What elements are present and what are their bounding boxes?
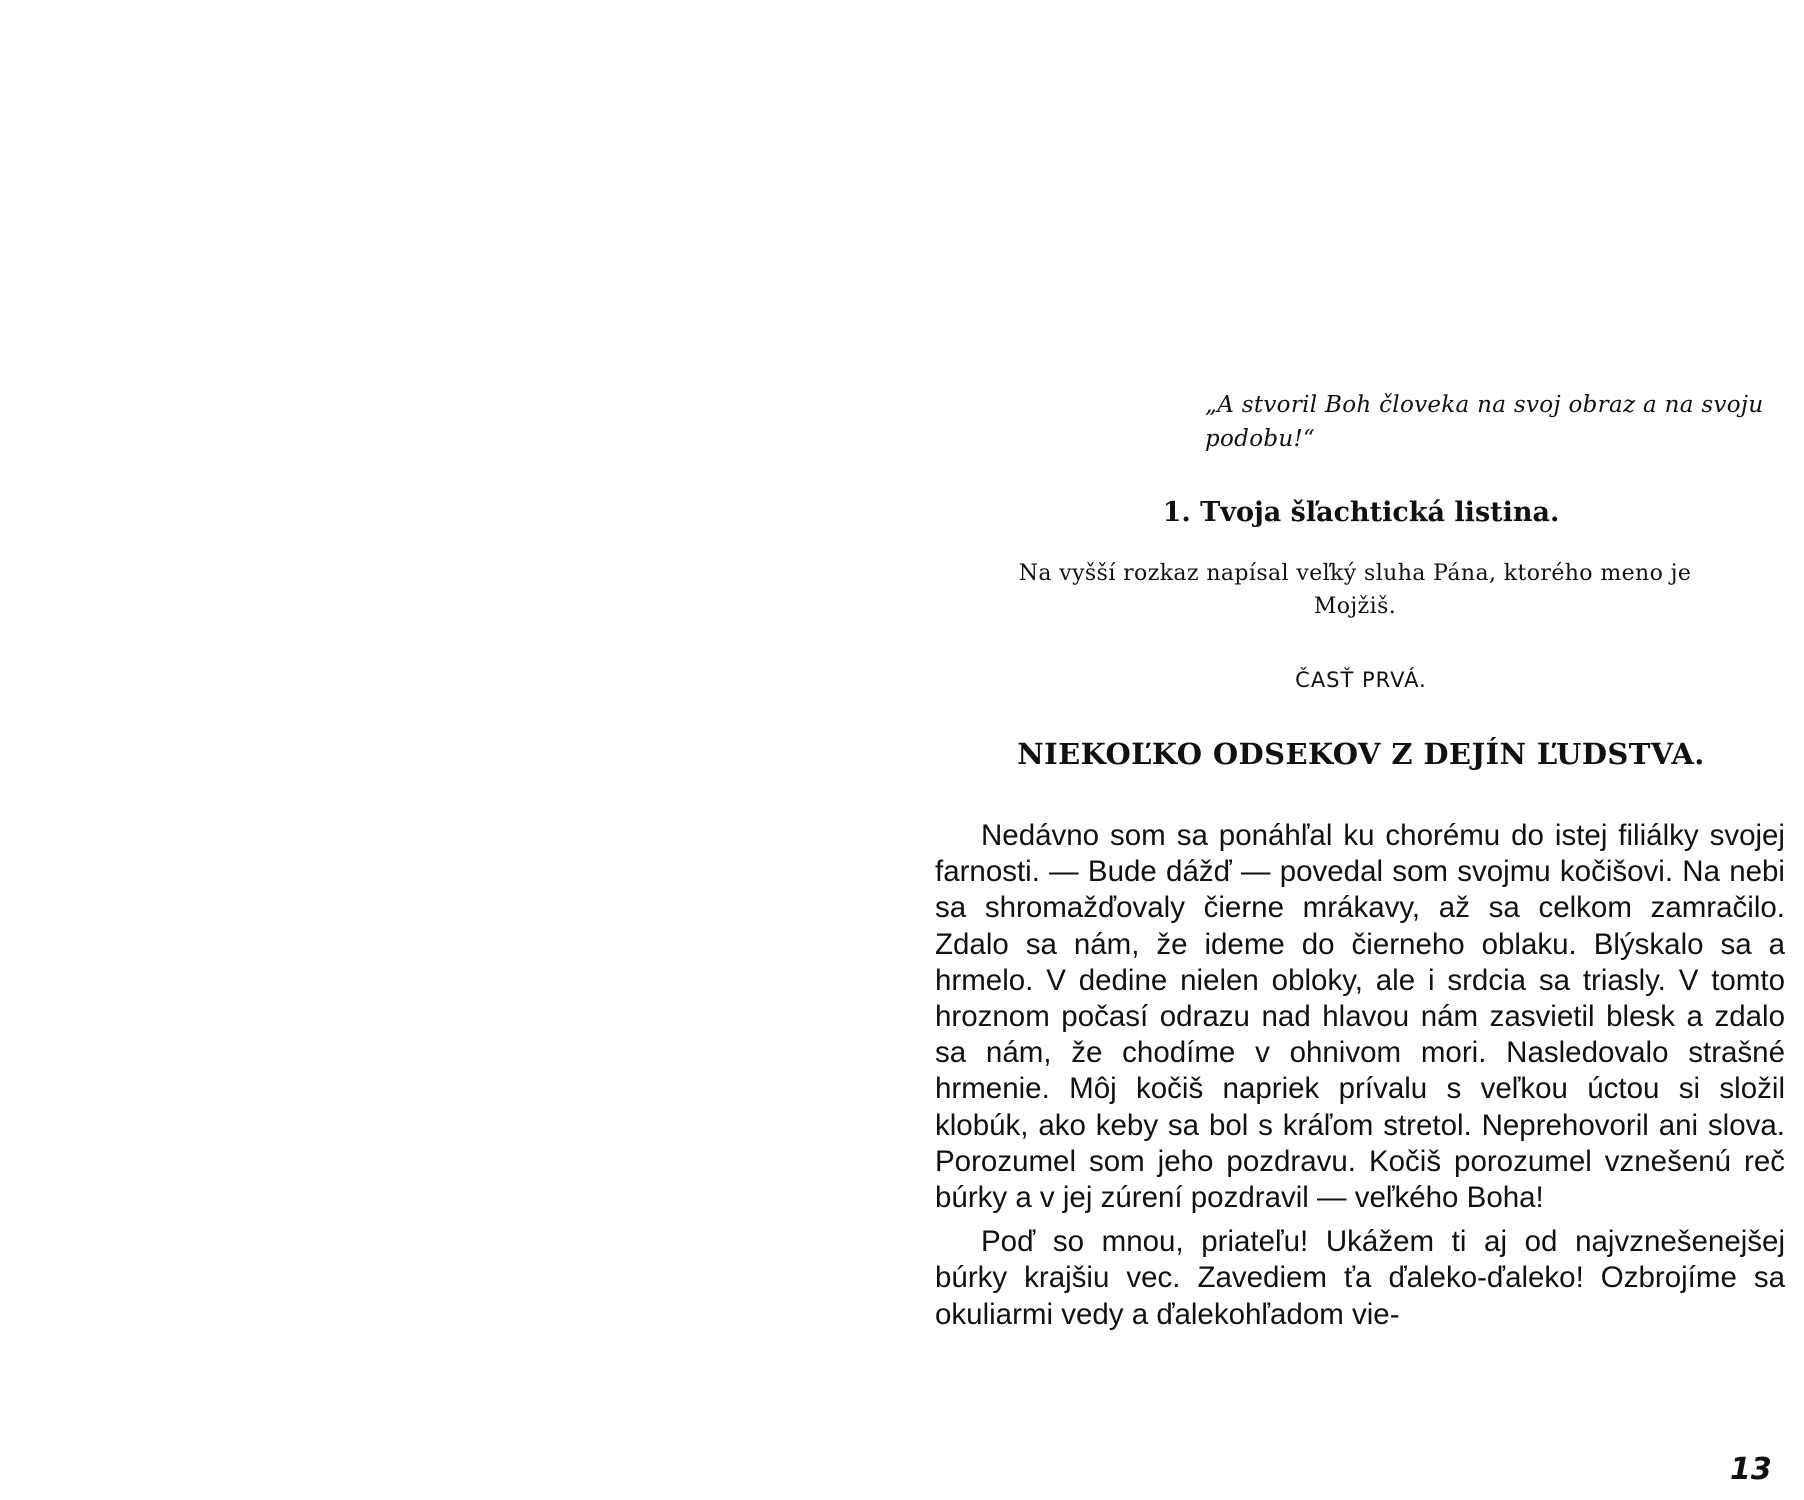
paragraph: Poď so mnou, priateľu! Ukážem ti aj od najvznešenejšej búrky krajšiu vec. Zavediem ťa ďaleko-ďaleko! Ozbrojíme sa okuliarmi vedy a ďalekohľadom vie- (935, 1225, 1785, 1331)
part-label: ČASŤ PRVÁ. (1295, 668, 1427, 692)
section-title: NIEKOĽKO ODSEKOV Z DEJÍN ĽUDSTVA. (1017, 737, 1705, 771)
chapter-subtitle: Na vyšší rozkaz napísal veľký sluha Pána, ktorého meno je Mojžiš. (1018, 561, 1692, 619)
paragraph: Nedávno som sa ponáhľal ku chorému do istej filiálky svojej farnosti. — Bude dážď — povedal som svojmu kočišovi. Na nebi sa shromažďovaly čierne mrákavy, až sa celkom zamračilo. Zdalo sa nám, že ideme do čierneho oblaku. Blýskalo sa a hrmelo. V dedine nielen obloky, ale i srdcia sa triasly. V tomto hroznom počasí odrazu nad hlavou nám zasvietil blesk a zdalo sa nám, že chodíme v ohnivom mori. Nasledovalo strašné hrmenie. Môj kočiš napriek prívalu s veľkou úctou si složil klobúk, ako keby sa bol s kráľom stretol. Neprehovoril ani slova. Porozumel som jeho pozdravu. Kočiš porozumel vznešenú reč búrky a v jej zúrení pozdravil — veľkého Boha! (935, 819, 1785, 1215)
page-number: 13 (1730, 1452, 1772, 1487)
chapter-title: 1. Tvoja šľachtická listina. (1162, 497, 1560, 528)
epigraph: „A stvoril Boh človeka na svoj obraz a na svoju podobu!“ (1205, 392, 1764, 452)
body-text (935, 818, 1785, 1333)
